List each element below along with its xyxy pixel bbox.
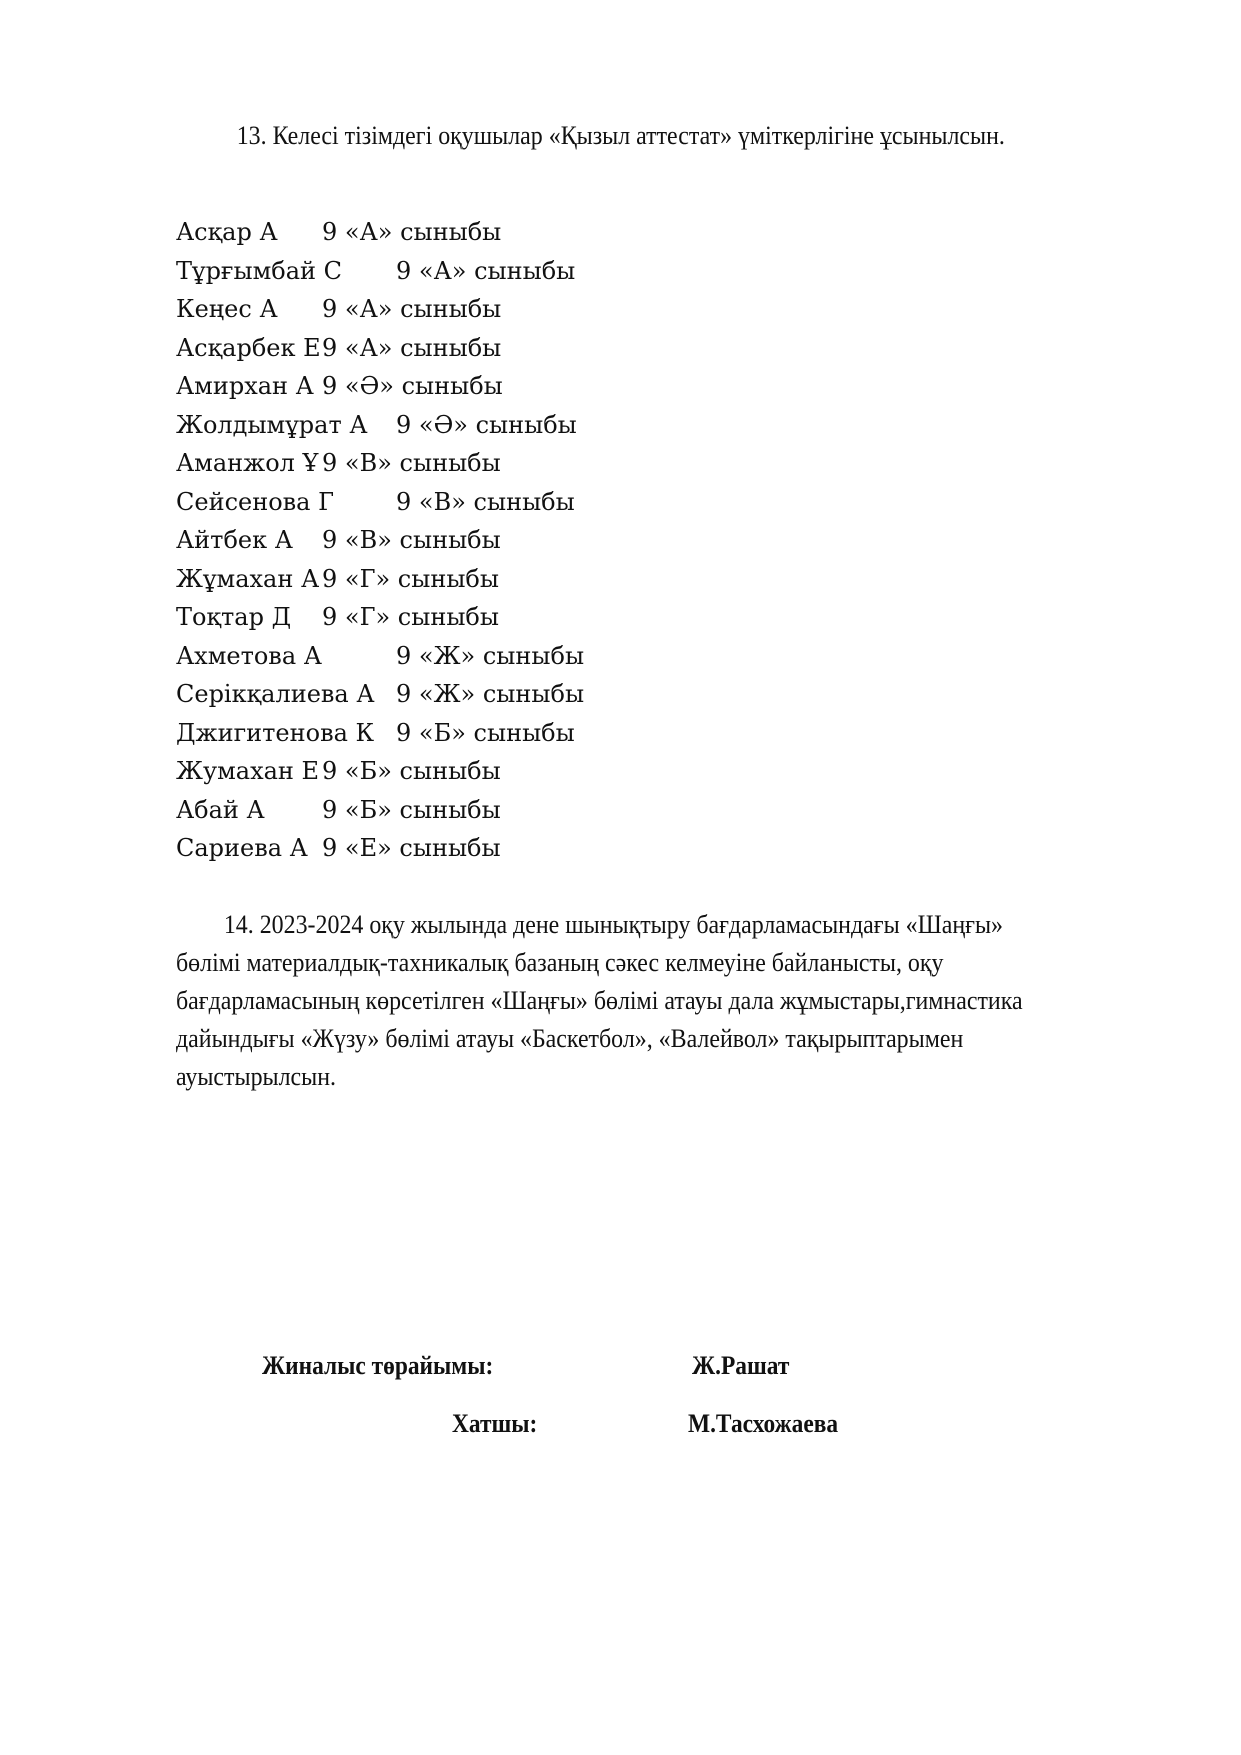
student-row [176,367,503,406]
student-row [176,252,576,291]
student-name: Ахметова А [176,641,322,670]
student-class: 9 «Г» сыныбы [322,564,499,593]
student-name: Айтбек А [176,526,293,554]
student-class: 9 «Ж» сыныбы [396,680,585,708]
student-name: Серікқалиева А [176,680,375,708]
section-14-paragraph [176,906,1059,1096]
student-name: Амирхан А [176,372,314,400]
section-13-number: 13. [236,121,267,150]
student-class: 9 «Ж» сыныбы [396,641,585,670]
student-class: 9 «А» сыныбы [396,256,576,285]
student-class: 9 «Е» сыныбы [322,834,501,862]
student-row [176,791,501,830]
student-row [176,444,501,483]
student-name: Асқар А [176,218,278,246]
student-name: Жумахан Е [176,757,320,785]
student-name: Жұмахан А [176,564,320,593]
chair-name: Ж.Рашат [692,1351,790,1380]
student-class: 9 «В» сыныбы [322,449,501,477]
student-row [176,406,577,445]
student-name: Кеңес А [176,295,278,323]
student-name: Асқарбек Е [176,333,321,362]
student-class: 9 «Г» сыныбы [322,603,499,631]
student-row [176,290,502,329]
student-name: Аманжол Ұ [176,449,319,477]
secretary-label: Хатшы: [452,1409,538,1438]
student-class: 9 «Б» сыныбы [396,718,575,747]
student-name: Тұрғымбай С [176,256,343,285]
student-name: Джигитенова К [176,718,375,747]
section-13-text: Келесі тізімдегі оқушылар «Қызыл аттестат» үміткерлігіне ұсынылсын. [272,121,1005,150]
student-row [176,637,585,676]
section-13-paragraph [176,117,1059,155]
student-class: 9 «А» сыныбы [322,295,502,323]
section-14-number: 14. [223,910,254,939]
student-row [176,675,585,714]
student-class: 9 «А» сыныбы [322,218,502,246]
section-14-text: 2023-2024 оқу жылында дене шынықтыру бағдарламасындағы «Шаңғы» бөлімі материалдық-тахникалық базаның сәкес келмеуіне байланысты, оқу бағдарламасының көрсетілген «Шаңғы» бөлімі атауы дала жұмыстары,гимнастика дайындығы «Жүзу» бөлімі атауы «Баскетбол», «Валейвол» тақырыптарымен ауыстырылсын. [176,910,1023,1091]
student-row [176,329,502,368]
student-name: Жолдымұрат А [176,410,368,439]
student-name: Сейсенова Г [176,487,334,516]
student-row [176,829,501,868]
student-name: Сариева А [176,834,308,862]
student-class: 9 «А» сыныбы [322,333,502,362]
student-row [176,483,575,522]
student-class: 9 «В» сыныбы [322,526,501,554]
student-name: Абай А [176,795,265,824]
student-row [176,598,499,637]
student-class: 9 «Ә» сыныбы [396,410,577,439]
student-class: 9 «Б» сыныбы [322,757,501,785]
student-class: 9 «В» сыныбы [396,487,575,516]
student-class: 9 «Ә» сыныбы [322,372,503,400]
student-list [176,213,585,868]
chair-label: Жиналыс төрайымы: [262,1351,494,1380]
secretary-name: М.Тасхожаева [688,1409,839,1438]
student-row [176,213,502,252]
student-row [176,752,501,791]
student-row [176,560,499,599]
student-row [176,714,575,753]
student-class: 9 «Б» сыныбы [322,795,501,824]
student-name: Тоқтар Д [176,603,292,631]
student-row [176,521,501,560]
